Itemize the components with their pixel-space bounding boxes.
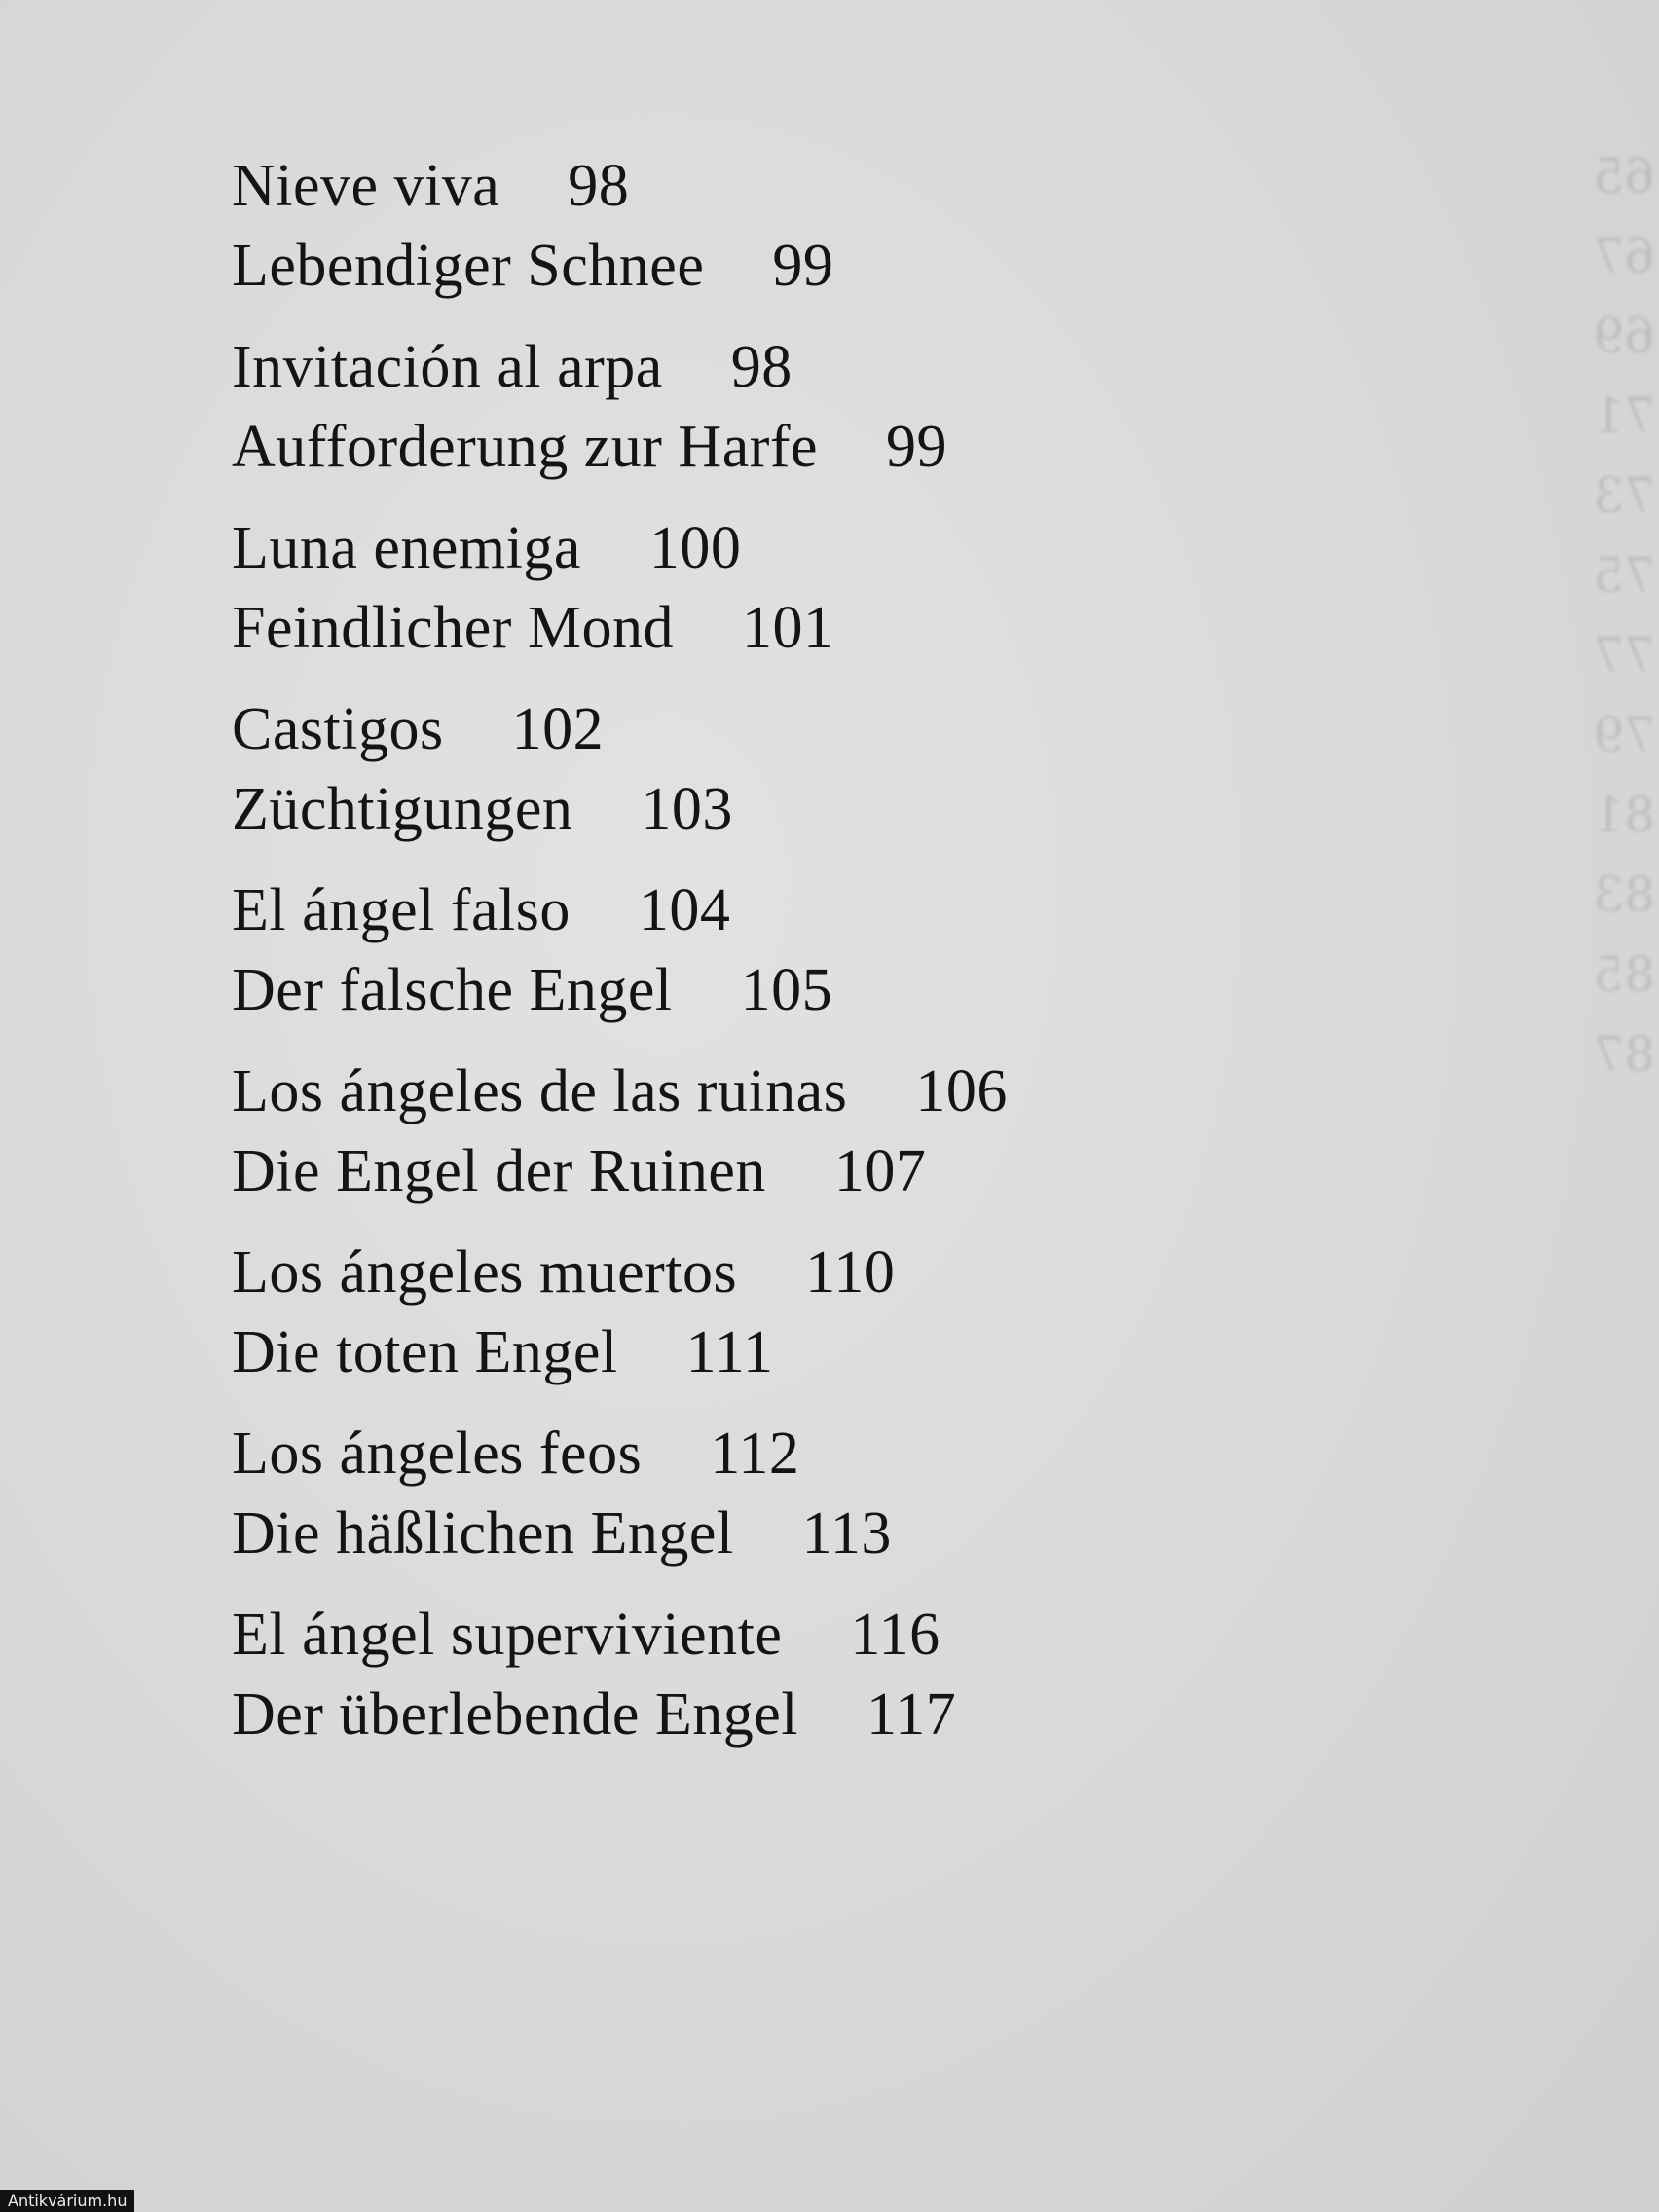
toc-title: Der falsche Engel	[232, 957, 673, 1023]
toc-page-number: 110	[805, 1239, 896, 1306]
toc-line	[232, 1312, 1205, 1392]
toc-title: Die Engel der Ruinen	[232, 1138, 766, 1204]
toc-line	[232, 407, 1205, 487]
toc-page-number: 98	[730, 334, 793, 400]
toc-entry	[232, 689, 1205, 849]
toc-line	[232, 1675, 1205, 1754]
toc-page-number: 105	[740, 957, 833, 1023]
toc-title: Luna enemiga	[232, 515, 581, 581]
toc-title: Aufforderung zur Harfe	[232, 414, 819, 480]
toc-line	[232, 769, 1205, 849]
toc-title: Nieve viva	[232, 153, 500, 219]
toc-title: Die toten Engel	[232, 1319, 618, 1385]
toc-line	[232, 1493, 1205, 1573]
toc-line	[232, 689, 1205, 769]
toc-page-number: 106	[915, 1058, 1008, 1124]
toc-line	[232, 870, 1205, 950]
toc-line	[232, 588, 1205, 668]
toc-entry	[232, 1233, 1205, 1392]
bleed-through-text: 65 67 69 71 73 75 77 79 81 83 85 87	[1593, 148, 1655, 1083]
toc-title: Los ángeles muertos	[232, 1239, 738, 1306]
toc-line	[232, 146, 1205, 226]
toc-title: Die häßlichen Engel	[232, 1500, 734, 1567]
toc-line	[232, 327, 1205, 407]
toc-line	[232, 226, 1205, 306]
toc-page-number: 113	[801, 1500, 892, 1567]
toc-page-number: 104	[638, 877, 731, 943]
toc-entry	[232, 1414, 1205, 1573]
toc-entry	[232, 327, 1205, 487]
toc-title: El ángel falso	[232, 877, 571, 943]
toc-line	[232, 1233, 1205, 1312]
toc-entry	[232, 146, 1205, 306]
watermark: Antikvárium.hu	[0, 2190, 134, 2212]
toc-page-number: 103	[641, 776, 733, 842]
toc-title: Castigos	[232, 696, 444, 762]
toc-line	[232, 950, 1205, 1030]
toc-entry	[232, 508, 1205, 668]
toc-line	[232, 1131, 1205, 1211]
toc-page-number: 107	[833, 1138, 927, 1204]
toc-title: Los ángeles feos	[232, 1420, 643, 1487]
toc-line	[232, 1051, 1205, 1131]
toc-page-number: 99	[886, 414, 948, 480]
toc-entry	[232, 1051, 1205, 1211]
toc-page-number: 101	[742, 595, 834, 661]
toc-title: Feindlicher Mond	[232, 595, 674, 661]
toc-page-number: 100	[648, 515, 742, 581]
toc-page-number: 99	[772, 233, 834, 299]
toc-title: Los ángeles de las ruinas	[232, 1058, 848, 1124]
toc-page-number: 112	[710, 1420, 800, 1487]
toc-line	[232, 1414, 1205, 1493]
toc-page-number: 117	[866, 1681, 957, 1748]
toc-entry	[232, 1595, 1205, 1754]
table-of-contents	[232, 146, 1205, 1776]
toc-page-number: 111	[685, 1319, 774, 1385]
toc-title: El ángel superviviente	[232, 1602, 783, 1668]
toc-title: Invitación al arpa	[232, 334, 663, 400]
toc-line	[232, 508, 1205, 588]
toc-page-number: 98	[568, 153, 630, 219]
toc-entry	[232, 870, 1205, 1030]
toc-title: Lebendiger Schnee	[232, 233, 705, 299]
toc-title: Züchtigungen	[232, 776, 573, 842]
toc-title: Der überlebende Engel	[232, 1681, 799, 1748]
toc-line	[232, 1595, 1205, 1675]
toc-page-number: 116	[850, 1602, 940, 1668]
toc-page-number: 102	[511, 696, 605, 762]
